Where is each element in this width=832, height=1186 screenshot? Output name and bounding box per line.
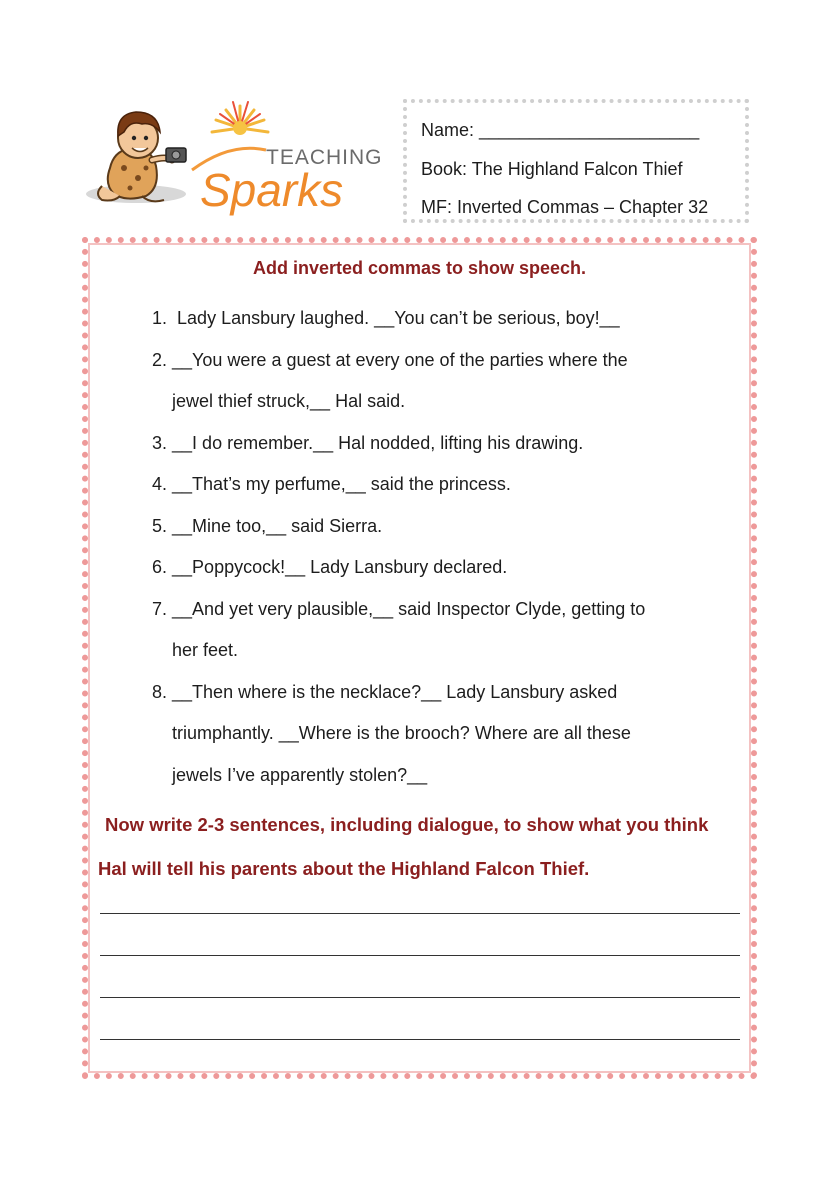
book-title: Book: The Highland Falcon Thief [421, 158, 683, 179]
question-text: __Then where is the necklace?__ Lady Lansbury asked [172, 681, 618, 702]
name-blank[interactable]: ______________________ [479, 120, 700, 140]
question-4[interactable] [152, 464, 712, 506]
question-6[interactable] [152, 547, 712, 589]
question-number: 7. [152, 598, 168, 619]
writing-task-line-1: Now write 2-3 sentences, including dialogue, to show what you think [105, 814, 709, 835]
worksheet-heading: Add inverted commas to show speech. [252, 258, 587, 278]
question-text: __Mine too,__ said Sierra. [172, 515, 383, 536]
question-number: 8. [152, 681, 168, 702]
question-list [152, 298, 712, 796]
student-info-box [403, 99, 749, 223]
question-7-continued[interactable]: her feet. [172, 640, 239, 660]
name-line[interactable] [421, 111, 733, 150]
question-text: __Poppycock!__ Lady Lansbury declared. [172, 557, 508, 577]
question-number: 2. [152, 349, 168, 370]
writing-task [98, 803, 753, 891]
question-text: __I do remember.__ Hal nodded, lifting his drawing. [172, 432, 584, 453]
answer-line-2[interactable] [100, 955, 740, 956]
question-2[interactable] [152, 340, 712, 382]
question-3[interactable] [152, 423, 712, 465]
question-number: 1. [152, 308, 168, 328]
question-number: 3. [152, 432, 168, 453]
answer-line-4[interactable] [100, 1039, 740, 1040]
worksheet-box [82, 237, 757, 1079]
answer-line-1[interactable] [100, 913, 740, 914]
question-7[interactable] [152, 589, 712, 631]
mf-topic: MF: Inverted Commas – Chapter 32 [421, 197, 709, 217]
answer-line-3[interactable] [100, 997, 740, 998]
name-label: Name: [421, 120, 475, 140]
question-8[interactable] [152, 672, 712, 714]
logo-sparks-text: Sparks [200, 164, 344, 216]
teaching-sparks-logo [80, 98, 392, 220]
question-number: 5. [152, 515, 168, 536]
question-2-continued[interactable]: jewel thief struck,__ Hal said. [172, 391, 406, 411]
question-number: 6. [152, 557, 168, 577]
logo-teaching-text: TEACHING [266, 146, 383, 169]
question-8-continued[interactable]: triumphantly. __Where is the brooch? Where are all these [172, 723, 631, 743]
question-1[interactable] [152, 298, 712, 340]
question-text: __That’s my perfume,__ said the princess. [172, 474, 511, 494]
question-8-continued-2[interactable]: jewels I’ve apparently stolen?__ [172, 764, 428, 785]
question-text: __You were a guest at every one of the parties where the [172, 349, 628, 370]
writing-task-line-2: Hal will tell his parents about the Highland Falcon Thief. [98, 858, 590, 879]
question-text: __And yet very plausible,__ said Inspector Clyde, getting to [172, 598, 646, 619]
question-number: 4. [152, 474, 168, 494]
question-text: Lady Lansbury laughed. __You can’t be serious, boy!__ [177, 308, 620, 328]
question-5[interactable] [152, 506, 712, 548]
caveman-mascot-icon [80, 98, 392, 220]
